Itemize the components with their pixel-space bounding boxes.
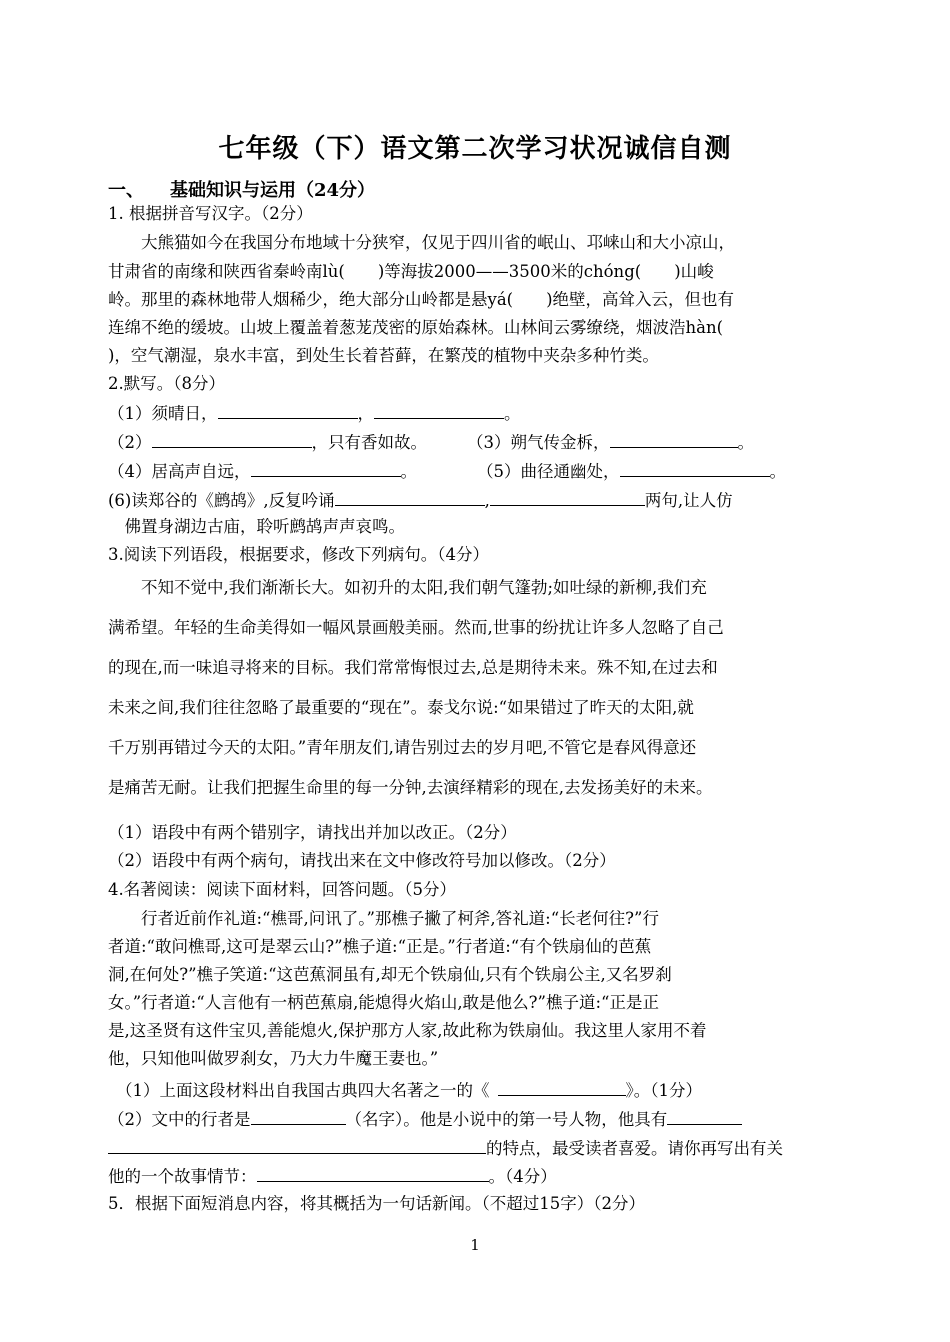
q2-item-3-text: （3）朔气传金柝，: [467, 433, 610, 452]
q5-heading: 5．根据下面短消息内容，将其概括为一句话新闻。（不超过15字）（2分）: [108, 1194, 645, 1213]
q2-item-2-text: （2）: [108, 433, 152, 452]
q4-sub-question-2-end: [108, 1165, 838, 1187]
q4-text-line: 者道:“敢问樵哥,这可是翠云山?”樵子道:“正是。”行者道:“有个铁扇仙的芭蕉: [108, 937, 652, 956]
q4-sub-text: （1）上面这段材料出自我国古典四大名著之一的《: [116, 1081, 490, 1100]
answer-blank[interactable]: [610, 431, 738, 448]
answer-blank[interactable]: [218, 402, 358, 419]
q4-sub-text: 》。（1分）: [625, 1081, 702, 1100]
answer-blank[interactable]: [251, 1108, 346, 1125]
q1-text-line: 大熊猫如今在我国分布地域十分狭窄，仅见于四川省的岷山、邛崃山和大小凉山，: [108, 233, 735, 252]
q4-sub-question-2-cont: [108, 1137, 838, 1159]
q4-sub-text: 。（4分）: [488, 1167, 557, 1186]
q4-sub-text: 他的一个故事情节：: [108, 1167, 257, 1186]
q4-heading: 4.名著阅读：阅读下面材料，回答问题。（5分）: [108, 880, 456, 899]
q2-item-4-text: （4）居高声自远，: [108, 462, 251, 481]
q2-line-1: [108, 402, 838, 424]
q2-line-2: [108, 431, 838, 453]
q2-period: 。: [400, 462, 417, 481]
q3-sub-question: （2）语段中有两个病句，请找出来在文中修改符号加以修改。（2分）: [108, 851, 616, 870]
q1-text-line: 甘肃省的南缘和陕西省秦岭南lù( )等海拔2000——3500米的chóng( )山峻: [108, 262, 714, 281]
q4-text-line: 洞,在何处?”樵子笑道:“这芭蕉洞虽有,却无个铁扇仙,只有个铁扇公主,又名罗刹: [108, 965, 672, 984]
q3-text-line: 未来之间,我们往往忽略了最重要的“现在”。泰戈尔说:“如果错过了昨天的太阳,就: [108, 698, 694, 717]
q3-text-line: 的现在,而一味追寻将来的目标。我们常常悔恨过去,总是期待未来。殊不知,在过去和: [108, 658, 718, 677]
section-title: 基础知识与运用（24分）: [170, 180, 376, 201]
q1-text-line: 岭。那里的森林地带人烟稀少，绝大部分山岭都是悬yá( )绝壁，高耸入云，但也有: [108, 290, 735, 309]
answer-blank[interactable]: [620, 460, 770, 477]
q2-item-2-text: ，只有香如故。: [311, 433, 427, 452]
q3-text-line: 满希望。年轻的生命美得如一幅风景画般美丽。然而,世事的纷扰让许多人忽略了自己: [108, 618, 724, 637]
q3-text-line: 不知不觉中,我们渐渐长大。如初升的太阳,我们朝气篷勃;如吐绿的新柳,我们充: [108, 578, 707, 597]
answer-blank[interactable]: [667, 1108, 742, 1125]
q2-period: 。: [737, 433, 754, 452]
q3-text-line: 千万别再错过今天的太阳。”青年朋友们,请告别过去的岁月吧,不管它是春风得意还: [108, 738, 697, 757]
q4-text-line: 他，只知他叫做罗刹女，乃大力牛魔王妻也。”: [108, 1049, 439, 1068]
q2-item-5-text: （5）曲径通幽处，: [477, 462, 620, 481]
q2-item-6-text: (6)读郑谷的《鹧鸪》,反复吟诵: [108, 491, 335, 510]
q4-sub-text: （名字）。他是小说中的第一号人物，他具有: [345, 1110, 668, 1129]
q2-item-1-text: （1）须晴日，: [108, 404, 218, 423]
q3-heading: 3.阅读下列语段，根据要求，修改下列病句。（4分）: [108, 545, 489, 564]
page-number: 1: [470, 1236, 480, 1254]
q2-period: 。: [504, 404, 521, 423]
section-number: 一、: [108, 180, 144, 201]
q4-sub-text: 的特点，最受读者喜爱。请你再写出有关: [486, 1139, 783, 1158]
q1-text-line: )，空气潮湿，泉水丰富，到处生长着苔藓，在繁茂的植物中夹杂多种竹类。: [108, 346, 659, 365]
q2-comma: ,: [484, 491, 490, 510]
q3-text-line: 是痛苦无耐。让我们把握生命里的每一分钟,去演绎精彩的现在,去发扬美好的未来。: [108, 778, 713, 797]
q4-text-line: 女。”行者道:“人言他有一柄芭蕉扇,能熄得火焰山,敢是他么?”樵子道:“正是正: [108, 993, 659, 1012]
answer-blank[interactable]: [490, 489, 645, 506]
answer-blank[interactable]: [257, 1165, 489, 1182]
page-title: 七年级（下）语文第二次学习状况诚信自测: [218, 134, 732, 164]
q4-sub-question-1: [116, 1079, 846, 1101]
section-heading: [108, 176, 375, 202]
q4-sub-text: （2）文中的行者是: [108, 1110, 251, 1129]
q2-heading: 2.默写。（8分）: [108, 374, 225, 393]
q3-sub-question: （1）语段中有两个错别字，请找出并加以改正。（2分）: [108, 823, 517, 842]
answer-blank[interactable]: [152, 431, 312, 448]
answer-blank[interactable]: [108, 1137, 486, 1154]
q4-text-line: 是,这圣贤有这件宝贝,善能熄火,保护那方人家,故此称为铁扇仙。我这里人家用不着: [108, 1021, 707, 1040]
q2-line-3: [108, 460, 838, 482]
q2-line-5: 佛置身湖边古庙，聆听鹧鸪声声哀鸣。: [108, 517, 405, 536]
q4-sub-question-2: [108, 1108, 838, 1130]
answer-blank[interactable]: [335, 489, 485, 506]
q2-line-4: [108, 489, 838, 511]
q1-heading: 1. 根据拼音写汉字。（2分）: [108, 204, 313, 223]
q2-item-6-text: 两句,让人仿: [644, 491, 733, 510]
q2-comma: ，: [357, 404, 374, 423]
q4-text-line: 行者近前作礼道:“樵哥,问讯了。”那樵子撇了柯斧,答礼道:“长老何往?”行: [108, 909, 659, 928]
answer-blank[interactable]: [498, 1079, 626, 1096]
q1-text-line: 连绵不绝的缓坡。山坡上覆盖着葱茏茂密的原始森林。山林间云雾缭绕，烟波浩hàn(: [108, 318, 724, 337]
answer-blank[interactable]: [251, 460, 401, 477]
q2-period: 。: [769, 462, 786, 481]
answer-blank[interactable]: [374, 402, 504, 419]
